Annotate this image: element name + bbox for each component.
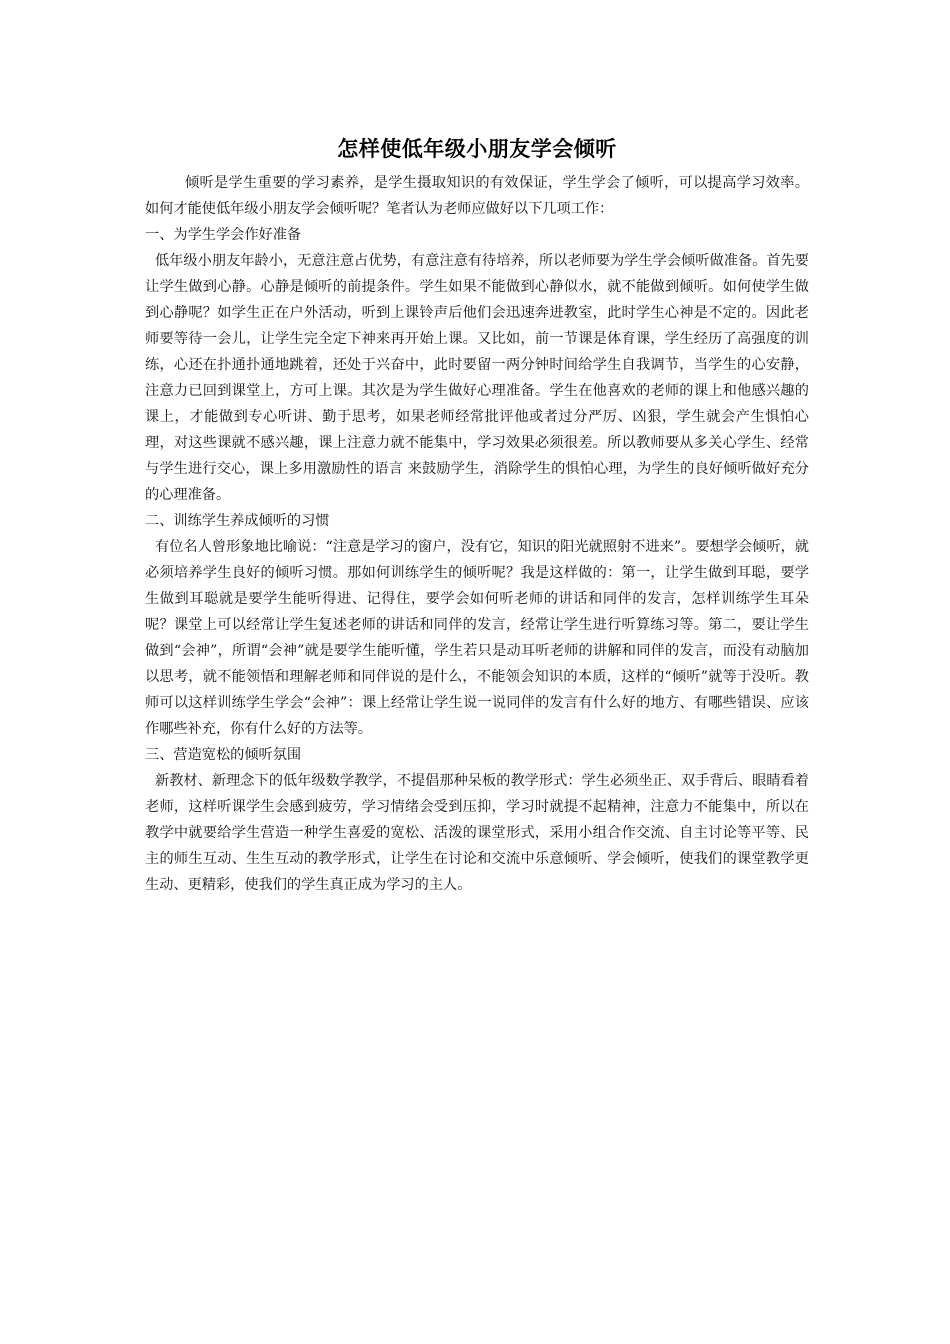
section-heading-2: 二、训练学生养成倾听的习惯 — [145, 513, 330, 529]
section-heading-3: 三、营造宽松的倾听氛围 — [145, 747, 302, 763]
section-body-1: 低年级小朋友年龄小，无意注意占优势，有意注意有待培养，所以老师要为学生学会倾听做准备。首先要让学生做到心静。心静是倾听的前提条件。学生如果不能做到心静似水，就不能做到倾听。如何使学生做到心静呢？如学生正在户外活动，听到上课铃声后他们会迅速奔进教室，此时学生心神是不定的。因此老师要等待一会儿，让学生完全定下神来再开始上课。又比如，前一节课是体育课，学生经历了高强度的训练，心还在扑通扑通地跳着，还处于兴奋中，此时要留一两分钟时间给学生自我调节，当学生的心安静，注意力已回到课堂上，方可上课。其次是为学生做好心理准备。学生在他喜欢的老师的课上和他感兴趣的课上，才能做到专心听讲、勤于思考，如果老师经常批评他或者过分严厉、凶狠，学生就会产生惧怕心理，对这些课就不感兴趣，课上注意力就不能集中，学习效果必须很差。所以教师要从多关心学生、经常与学生进行交心，课上多用激励性的语言 来鼓励学生，消除学生的惧怕心理，为学生的良好倾听做好充分的心理准备。 — [145, 253, 809, 503]
intro-paragraph: 倾听是学生重要的学习素养，是学生摄取知识的有效保证，学生学会了倾听，可以提高学习效率。如何才能使低年级小朋友学会倾听呢？笔者认为老师应做好以下几项工作： — [145, 175, 809, 217]
document-content — [145, 128, 809, 898]
document-title: 怎样使低年级小朋友学会倾听 — [337, 137, 617, 161]
section-body-2: 有位名人曾形象地比喻说：“注意是学习的窗户，没有它，知识的阳光就照射不进来”。要想学会倾听，就必须培养学生良好的倾听习惯。那如何训练学生的倾听呢？我是这样做的：第一，让学生做到耳聪，要学生做到耳聪就是要学生能听得进、记得住，要学会如何听老师的讲话和同伴的发言，怎样训练学生耳朵呢？课堂上可以经常让学生复述老师的讲话和同伴的发言，经常让学生进行听算练习等。第二，要让学生做到“会神”，所谓“会神”就是要学生能听懂，学生若只是动耳听老师的讲解和同伴的发言，而没有动脑加以思考，就不能领悟和理解老师和同伴说的是什么，不能领会知识的本质，这样的“倾听”就等于没听。教师可以这样训练学生学会“会神”：课上经常让学生说一说同伴的发言有什么好的地方、有哪些错误、应该作哪些补充，你有什么好的方法等。 — [145, 539, 809, 737]
section-heading-1: 一、为学生学会作好准备 — [145, 227, 302, 243]
section-body-3: 新教材、新理念下的低年级数学教学，不提倡那种呆板的教学形式：学生必须坐正、双手背后、眼睛看着老师，这样听课学生会感到疲劳，学习情绪会受到压抑，学习时就提不起精神，注意力不能集中，所以在教学中就要给学生营造一种学生喜爱的宽松、活泼的课堂形式，采用小组合作交流、自主讨论等平等、民主的师生互动、生生互动的教学形式，让学生在讨论和交流中乐意倾听、学会倾听，使我们的课堂教学更生动、更精彩，使我们的学生真正成为学习的主人。 — [145, 773, 809, 893]
